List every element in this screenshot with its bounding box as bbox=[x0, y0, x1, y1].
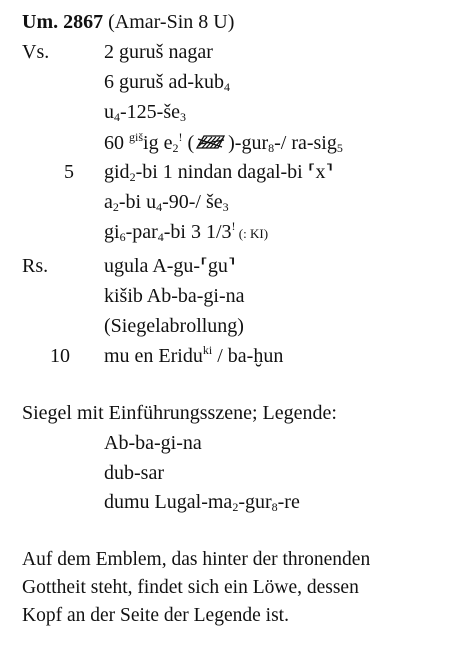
line-7-text: gi bbox=[104, 221, 120, 243]
superscript-mark: ! bbox=[178, 130, 183, 144]
damaged-sign: ⸢x⸣ bbox=[307, 161, 334, 183]
line-4-text: ( bbox=[182, 132, 195, 154]
transliteration-line-11 bbox=[104, 344, 283, 368]
transliteration-line-10 bbox=[104, 314, 244, 338]
line-5-text: -bi 1 nindan dagal-bi bbox=[135, 161, 308, 183]
subscript: 4 bbox=[156, 200, 163, 214]
line-3-text: -125-še bbox=[120, 101, 180, 123]
seal-text: -re bbox=[277, 491, 300, 513]
line-1-text: 2 guruš nagar bbox=[104, 41, 213, 63]
line-7-note: (: KI) bbox=[235, 226, 269, 241]
subscript: 8 bbox=[268, 141, 275, 155]
paragraph-line: Kopf an der Seite der Legende ist. bbox=[22, 605, 289, 626]
seal-text: dumu Lugal-ma bbox=[104, 491, 233, 513]
line-7-text: -par bbox=[125, 221, 158, 243]
subscript: 4 bbox=[223, 80, 230, 94]
superscript-mark: ! bbox=[231, 219, 236, 233]
transliteration-line-8 bbox=[104, 254, 236, 278]
transliteration-line-5 bbox=[104, 160, 333, 184]
subscript: 2 bbox=[172, 141, 179, 155]
line-11-text: / ba-ḫun bbox=[212, 345, 284, 367]
subscript: 8 bbox=[271, 500, 278, 514]
line-4-text: 60 bbox=[104, 132, 129, 154]
line-11-text: mu en Eridu bbox=[104, 345, 203, 367]
seal-legend-line-3 bbox=[104, 490, 300, 514]
subscript: 5 bbox=[336, 141, 343, 155]
transliteration-line-3 bbox=[104, 100, 186, 124]
transliteration-line-2 bbox=[104, 70, 230, 94]
tablet-date: (Amar-Sin 8 U) bbox=[108, 11, 235, 33]
commentary-paragraph bbox=[22, 546, 462, 630]
transliteration-line-1 bbox=[104, 40, 213, 64]
transliteration-line-9 bbox=[104, 284, 245, 308]
line-2-text: 6 guruš ad-kub bbox=[104, 71, 224, 93]
subscript: 3 bbox=[179, 110, 186, 124]
seal-heading: Siegel mit Einführungsszene; Legende: bbox=[22, 402, 337, 424]
subscript: 4 bbox=[157, 230, 164, 244]
subscript: 2 bbox=[112, 200, 119, 214]
subscript: 4 bbox=[114, 110, 120, 124]
line-number-5: 5 bbox=[64, 161, 74, 183]
seal-text: -gur bbox=[238, 491, 272, 513]
line-9-text: kišib Ab-ba-gi-na bbox=[104, 285, 245, 307]
line-8-text: ugula A-gu- bbox=[104, 255, 201, 277]
line-4-text: ig e bbox=[143, 132, 173, 154]
line-number-10: 10 bbox=[50, 345, 70, 367]
damaged-sign: ⸢gu⸣ bbox=[200, 255, 236, 277]
subscript: 6 bbox=[119, 230, 126, 244]
determinative: ki bbox=[202, 343, 213, 357]
subscript: 2 bbox=[232, 500, 239, 514]
seal-legend-line-2: dub-sar bbox=[104, 462, 164, 484]
line-6-text: -90-/ še bbox=[162, 191, 223, 213]
determinative: giš bbox=[129, 130, 144, 144]
reverse-label: Rs. bbox=[22, 255, 49, 277]
transliteration-line-6 bbox=[104, 190, 229, 214]
seal-legend-line-1: Ab-ba-gi-na bbox=[104, 432, 202, 454]
transliteration-line-7 bbox=[104, 220, 268, 246]
subscript: 2 bbox=[129, 170, 136, 184]
line-4-text: -/ ra-sig bbox=[274, 132, 337, 154]
line-6-text: a bbox=[104, 191, 113, 213]
line-5-text: gid bbox=[104, 161, 130, 183]
subscript: 3 bbox=[222, 200, 229, 214]
line-4-text: )-gur bbox=[228, 132, 269, 154]
line-3-text: u bbox=[104, 101, 114, 123]
paragraph-line: Gottheit steht, findet sich ein Löwe, dessen bbox=[22, 577, 359, 598]
line-10-text: (Siegelabrollung) bbox=[104, 315, 244, 337]
crossed-out-sign-mark bbox=[194, 133, 228, 151]
transliteration-line-4 bbox=[104, 131, 343, 155]
line-7-text: -bi 3 1/3 bbox=[163, 221, 232, 243]
tablet-id: Um. 2867 bbox=[22, 11, 104, 33]
document-header bbox=[22, 10, 234, 34]
obverse-label: Vs. bbox=[22, 41, 50, 63]
line-6-text: -bi u bbox=[118, 191, 157, 213]
paragraph-line: Auf dem Emblem, das hinter der thronenden bbox=[22, 549, 371, 570]
